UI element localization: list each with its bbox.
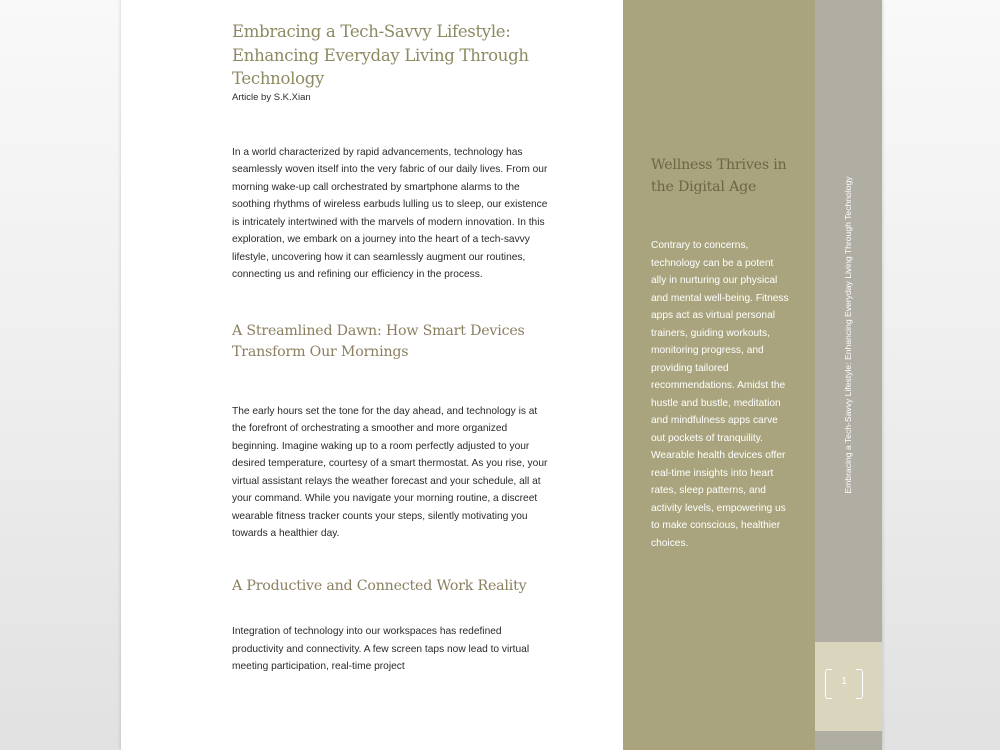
section-paragraph-work: Integration of technology into our workspaces has redefined productivity and connectivity. A few screen taps now lead to virtual meeting participation, real-time project	[232, 626, 530, 672]
article-title: Embracing a Tech-Savvy Lifestyle: Enhancing Everyday Living Through Technology	[232, 22, 529, 88]
main-column	[232, 20, 552, 676]
section-paragraph-mornings: The early hours set the tone for the day ahead, and technology is at the forefront of orchestrating a smoother and more organized beginning. Imagine waking up to a room perfectly adjusted to your desired temperature, courtesy of a smart thermostat. As you rise, your virtual assistant relays the weather forecast and your schedule, all at your command. While you navigate your morning routine, a discreet wearable fitness tracker counts your steps, silently motivating you towards a healthier day.	[232, 405, 548, 539]
sidebar-content	[651, 155, 791, 552]
document-page[interactable]	[121, 0, 882, 750]
side-tab	[815, 0, 882, 642]
sidebar-panel	[623, 0, 815, 750]
sidebar-paragraph: Contrary to concerns, technology can be a potent ally in nurturing our physical and mental well-being. Fitness apps act as virtual personal trainers, guiding workouts, monitoring progress, and providing tailored recommendations. Amidst the hustle and bustle, meditation and mindfulness apps carve out pockets of tranquility. Wearable health devices offer real-time insights into heart rates, sleep patterns, and activity levels, empowering us to make conscious, healthier choices.	[651, 240, 789, 549]
side-tab-title: Embracing a Tech-Savvy Lifestyle: Enhancing Everyday Living Through Technology	[843, 176, 853, 494]
side-tab-footer	[815, 731, 882, 750]
section-heading-work: A Productive and Connected Work Reality	[232, 577, 527, 594]
page-number-box	[815, 642, 882, 731]
section-heading-mornings: A Streamlined Dawn: How Smart Devices Transform Our Mornings	[232, 322, 525, 360]
intro-paragraph: In a world characterized by rapid advancements, technology has seamlessly woven itself into the very fabric of our daily lives. From our morning wake-up call orchestrated by smartphone alarms to the soothing rhythms of wireless earbuds lulling us to sleep, our existence is intricately intertwined with the marvels of modern innovation. In this exploration, we embark on a journey into the heart of a tech-savvy lifestyle, uncovering how it can seamlessly augment our routines, connecting us and refining our efficiency in the process.	[232, 146, 548, 280]
article-byline: Article by S.K.Xian	[232, 91, 311, 103]
page-number-bracket-frame	[825, 669, 863, 699]
sidebar-heading: Wellness Thrives in the Digital Age	[651, 157, 787, 195]
page-number: 1	[841, 676, 847, 687]
